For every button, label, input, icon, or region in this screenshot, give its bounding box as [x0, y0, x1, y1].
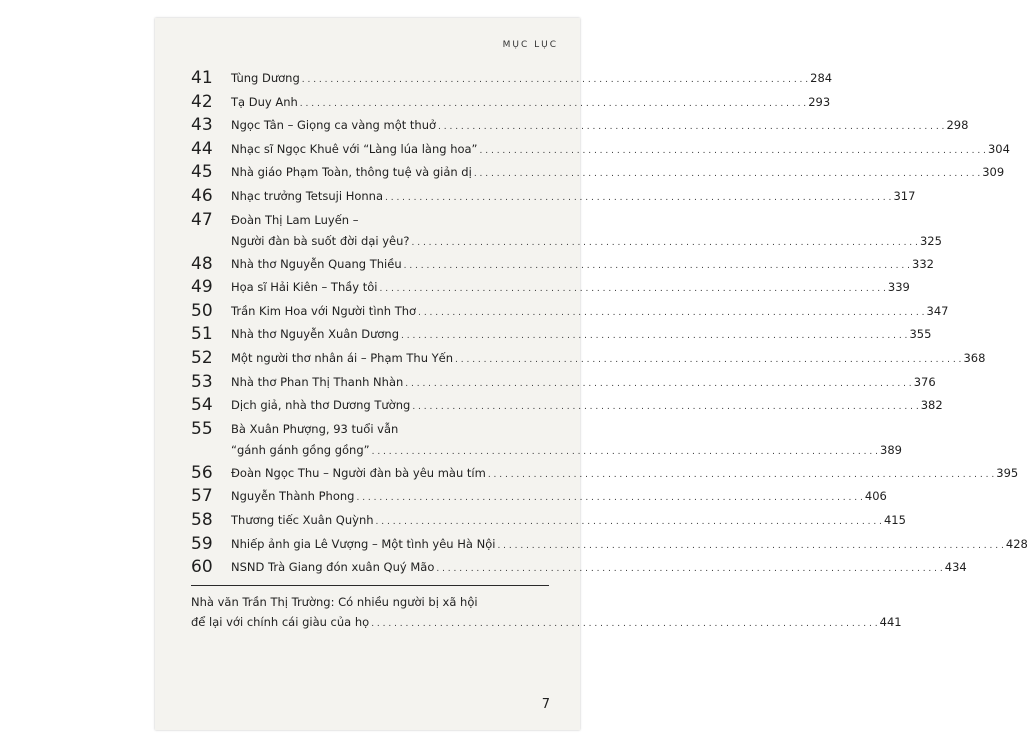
- toc-entry-title: NSND Trà Giang đón xuân Quý Mão: [231, 560, 435, 575]
- toc-entry: [191, 277, 910, 301]
- toc-entry: [191, 347, 986, 372]
- dot-leader: [380, 279, 886, 300]
- dot-leader: [302, 70, 808, 91]
- toc-entry-page: 304: [987, 141, 1010, 156]
- dot-leader: [376, 512, 882, 533]
- toc-entry-number: 56: [191, 462, 213, 483]
- toc-entry-number: 53: [191, 371, 213, 392]
- toc-entry-number: 60: [191, 557, 213, 578]
- dot-leader: [418, 303, 924, 324]
- toc-entry-title: Trần Kim Hoa với Người tình Thơ: [231, 303, 417, 318]
- toc-entry: [191, 162, 1005, 186]
- page-header: MỤC LỤC: [502, 40, 558, 50]
- toc-entry-title: Tạ Duy Anh: [231, 94, 298, 109]
- toc-entry-page: 376: [913, 374, 936, 389]
- toc-entry-title: Đoàn Ngọc Thu – Người đàn bà yêu màu tím: [231, 465, 486, 480]
- toc-entry-title: Nhà giáo Phạm Toàn, thông tuệ và giản dị: [231, 165, 472, 180]
- toc-entry-number: 44: [191, 138, 213, 159]
- toc-entry-number: 41: [191, 68, 213, 88]
- toc-entry-title: Nhà văn Trần Thị Trường: Có nhiều người bị xã hội: [191, 594, 478, 609]
- toc-entry-number: 48: [191, 253, 213, 274]
- dot-leader: [480, 141, 986, 162]
- toc-entry-number: 46: [191, 185, 213, 206]
- toc-entry: [191, 138, 1010, 163]
- dot-leader: [371, 614, 877, 634]
- dot-leader: [474, 164, 980, 185]
- toc-entry-title: Đoàn Thị Lam Luyến –: [231, 212, 359, 227]
- dot-leader: [401, 326, 907, 347]
- dot-leader: [300, 94, 806, 115]
- toc-entry-page: 395: [996, 465, 1019, 480]
- toc-entry-title: Một người thơ nhân ái – Phạm Thu Yến: [231, 350, 454, 365]
- toc-entry: [191, 462, 1019, 487]
- toc-entry-page: 325: [919, 233, 942, 248]
- toc-entry-title: Ngọc Tân – Giọng ca vàng một thuở: [231, 118, 437, 133]
- toc-entry-title: Nhạc sĩ Ngọc Khuê với “Làng lúa làng hoa”: [231, 141, 478, 156]
- toc-entry: [191, 68, 833, 92]
- toc-entry-page: 284: [810, 71, 833, 85]
- toc-entry: [191, 509, 906, 534]
- toc-entry: [191, 185, 916, 210]
- toc-entry-page: 293: [808, 94, 831, 109]
- toc-entry: [191, 533, 1028, 558]
- toc-entry: [191, 253, 934, 278]
- dot-leader: [412, 233, 918, 254]
- toc-entry-page: 339: [887, 280, 910, 295]
- toc-entry-page: 441: [879, 614, 902, 629]
- toc-entry-title: Nhiếp ảnh gia Lê Vượng – Một tình yêu Hà Nội: [231, 536, 496, 551]
- toc-entry-page: 389: [880, 442, 902, 457]
- toc-entry-title: Tùng Dương: [231, 71, 300, 85]
- dot-leader: [438, 117, 944, 138]
- toc-entry-page: 406: [864, 489, 887, 504]
- toc-entry-title: Nhà thơ Nguyễn Xuân Dương: [231, 327, 400, 342]
- toc-entry-page: 332: [912, 256, 934, 271]
- page-number: 7: [541, 697, 550, 712]
- book-page: [155, 18, 1028, 730]
- toc-entry: [191, 324, 932, 348]
- toc-entry-number: 59: [191, 533, 213, 554]
- toc-entry: [191, 418, 902, 463]
- dot-leader: [404, 256, 910, 277]
- toc-entry-number: 49: [191, 277, 213, 298]
- toc-entry-page: 309: [982, 165, 1005, 180]
- toc-entry-page: 298: [946, 118, 969, 133]
- toc-entry-page: 382: [920, 398, 943, 413]
- toc-entry: [191, 395, 943, 419]
- toc-entry: [191, 557, 967, 581]
- toc-entry-title: Nhạc trưởng Tetsuji Honna: [231, 188, 384, 203]
- toc-entry-number: 45: [191, 162, 213, 183]
- toc-entry-title: Họa sĩ Hải Kiên – Thầy tôi: [231, 280, 378, 295]
- toc-entry-title: Người đàn bà suốt đời dại yêu?: [231, 233, 410, 248]
- toc-entry-page: 415: [883, 512, 906, 527]
- toc-final-entry: [191, 592, 902, 634]
- table-of-contents: [191, 68, 1028, 634]
- toc-entry-number: 42: [191, 91, 213, 112]
- toc-entry-number: 55: [191, 418, 213, 439]
- toc-entry-number: 57: [191, 486, 213, 507]
- toc-entry-number: 43: [191, 115, 213, 136]
- toc-entry-page: 347: [926, 303, 949, 318]
- toc-entry-page: 428: [1005, 536, 1028, 551]
- toc-entry-number: 54: [191, 395, 213, 416]
- dot-leader: [372, 442, 878, 463]
- toc-entry-number: 47: [191, 209, 213, 230]
- toc-entry-title: để lại với chính cái giàu của họ: [191, 614, 370, 629]
- toc-entry-title: “gánh gánh gồng gồng”: [231, 442, 370, 457]
- toc-entry-number: 51: [191, 324, 213, 345]
- toc-entry-title: Thương tiếc Xuân Quỳnh: [231, 512, 374, 527]
- toc-entry: [191, 486, 887, 510]
- toc-entry-number: 58: [191, 509, 213, 530]
- toc-entry-title: Bà Xuân Phượng, 93 tuổi vẫn: [231, 421, 399, 436]
- toc-entry: [191, 91, 831, 116]
- toc-entry-title: Nhà thơ Nguyễn Quang Thiều: [231, 256, 402, 271]
- toc-entry-page: 355: [909, 327, 932, 342]
- toc-entry-number: 52: [191, 347, 213, 368]
- dot-leader: [455, 350, 961, 371]
- toc-entry-number: 50: [191, 300, 213, 321]
- toc-entry-title: Dịch giả, nhà thơ Dương Tường: [231, 398, 411, 413]
- dot-leader: [497, 536, 1003, 557]
- toc-entry-page: 317: [893, 188, 916, 203]
- dot-leader: [356, 488, 862, 509]
- divider: [191, 585, 549, 586]
- dot-leader: [436, 559, 942, 580]
- dot-leader: [412, 397, 918, 418]
- dot-leader: [405, 374, 911, 395]
- toc-entry: [191, 209, 942, 254]
- toc-entry-title: Nhà thơ Phan Thị Thanh Nhàn: [231, 374, 404, 389]
- toc-entry-title: Nguyễn Thành Phong: [231, 489, 355, 504]
- dot-leader: [385, 188, 891, 209]
- dot-leader: [488, 465, 994, 486]
- toc-entry-page: 434: [944, 560, 967, 575]
- toc-entry: [191, 115, 969, 139]
- toc-entry-page: 368: [963, 350, 986, 365]
- toc-entry: [191, 371, 936, 396]
- toc-entry: [191, 300, 949, 325]
